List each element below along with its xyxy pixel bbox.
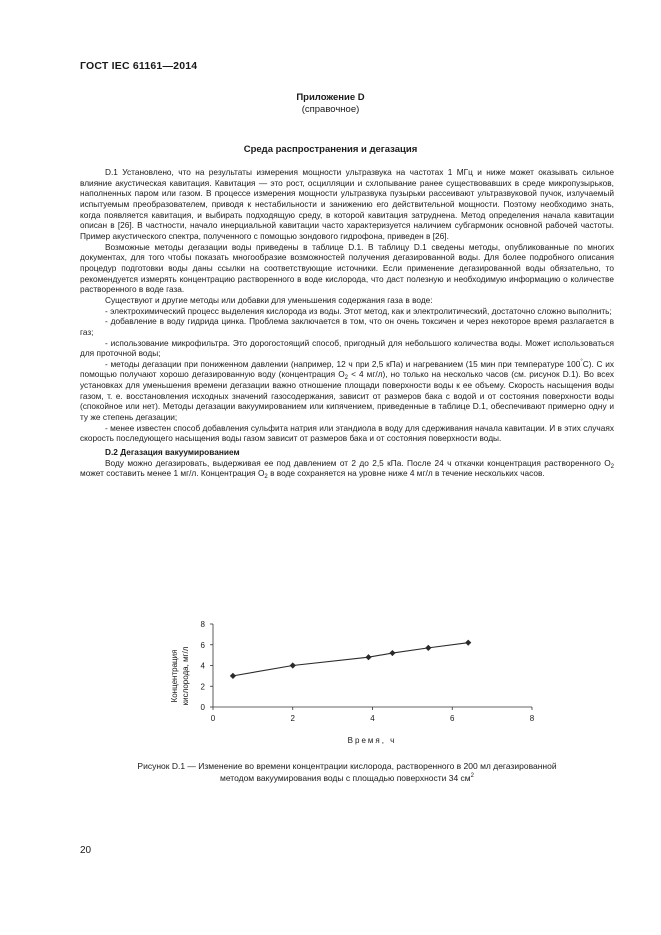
paragraph-methods: Возможные методы дегазации воды приведены в таблице D.1. В таблицу D.1 сведены методы, опубликованные по многих документах, для того чтобы показать многообразие возможностей получения дегазированной воды. Для более подробного описания процедур подготовки воды даны ссылки на соответствующие источники. Если применение дегазированной воды обязательно, то рекомендуется измерять концентрацию растворенного в воде кислорода, что даст полезную и необходимую информацию о количестве растворенного в воде газа. [80, 241, 614, 295]
annex-subtitle: (справочное) [301, 104, 360, 115]
data-point [389, 650, 395, 656]
body-text [80, 167, 614, 479]
data-point [425, 645, 431, 651]
chart-axes [210, 624, 532, 710]
y-axis-label-line1: Концентрация [170, 649, 179, 703]
squared-mark: 2 [470, 773, 474, 779]
bullet-electrochemical: - электрохимический процесс выделения кислорода из воды. Этот метод, как и электролитический, достаточно сложно выполнить; [105, 305, 612, 316]
chart-series [230, 640, 471, 679]
bullet-reduced-pressure-part2: С). С их помощью получают хорошо дегазированную воду (концентрация O [80, 358, 614, 380]
y-tick-label: 6 [200, 640, 205, 650]
chart-tick-labels [201, 620, 535, 723]
o2-subscript: 2 [610, 463, 614, 470]
y-tick-label: 2 [200, 682, 205, 692]
bullet-zinc-hydride: - добавление в воду гидрида цинка. Проблема заключается в том, что он очень токсичен и через некоторое время разлагается в газ; [80, 316, 614, 337]
figure-caption-line2 [80, 772, 614, 784]
y-tick-label: 0 [200, 703, 205, 712]
y-axis-label-line2: кислорода, мг/л [181, 646, 190, 706]
o2-subscript: 2 [344, 375, 348, 382]
x-axis-label: Время, ч [347, 736, 397, 745]
y-tick-label: 4 [200, 661, 205, 671]
x-tick-label: 6 [450, 714, 455, 723]
paragraph-d2-part1: Воду можно дегазировать, выдерживая ее под давлением от 2 до 2,5 кПа. После 24 ч откачки концентрация растворенного O [105, 457, 611, 468]
figure-caption [80, 760, 614, 784]
subsection-d2-title: D.2 Дегазация вакуумированием [105, 447, 240, 458]
y-tick-label: 8 [200, 620, 205, 629]
bullet-reduced-pressure [80, 359, 614, 423]
series-line [233, 643, 468, 676]
bullet-reduced-pressure-part1: - методы дегазации при пониженном давлении (например, 12 ч при 2,5 кПа) и нагреванием (15 мин при температуре 100 [105, 358, 581, 369]
oxygen-concentration-chart [170, 612, 550, 752]
x-tick-label: 8 [529, 714, 535, 723]
data-point [365, 654, 371, 660]
bullet-reduced-pressure-part3: < 4 мг/л), но только на несколько часов (см. рисунок D.1). Во всех установках для уменьшения времени дегазации важно отношение площади поверхности воды к ее объему. Скорость насыщения воды газом, т. е. восстановления исходных значений газосодержания, зависит от размеров бака с водой и от состояния поверхности воды (спокойное или нет). Методы дегазации вакуумированием или кипячением, приведенные в таблице D.1, обеспечивают примерно одну и ту же степень дегазации; [80, 369, 614, 423]
section-title: Среда распространения и дегазация [243, 144, 418, 155]
document-id: ГОСТ IEC 61161—2014 [80, 60, 198, 72]
paragraph-d2 [80, 458, 614, 479]
paragraph-d2-part2: может составить менее 1 мг/л. Концентрация O [80, 468, 265, 479]
paragraph-other-methods: Существуют и другие методы или добавки для уменьшения содержания газа в воде: [105, 294, 433, 305]
page-number: 20 [80, 845, 92, 856]
bullet-sodium-sulfite: - менее известен способ добавления сульфита натрия или этандиола в воду для сдерживания начала кавитации. И в этих случаях скорость последующего насыщения воды газом зависит от размеров бака и от состояния поверхности воды. [80, 422, 614, 444]
paragraph-d2-part3: в воде сохраняется на уровне ниже 4 мг/л в течение нескольких часов. [267, 468, 545, 479]
annex-title: Приложение D [296, 92, 365, 103]
o2-subscript: 2 [264, 474, 268, 481]
bullet-microfilter: - использование микрофильтра. Это дорогостоящий способ, пригодный для небольшого количества воды. Может использоваться для проточной воды; [80, 337, 614, 359]
data-point [290, 662, 296, 668]
x-tick-label: 0 [210, 714, 216, 723]
figure-caption-line1: Рисунок D.1 — Изменение во времени концентрации кислорода, растворенного в 200 мл дегазированной [137, 761, 557, 771]
x-tick-label: 2 [290, 714, 295, 723]
data-point [230, 673, 236, 679]
data-point [465, 640, 471, 646]
degree-mark: ° [580, 358, 583, 365]
paragraph-d1: D.1 Установлено, что на результаты измерения мощности ультразвука на частотах 1 МГц и ниже может оказывать сильное влияние акустическая кавитация. Кавитация — это рост, осцилляции и схлопывание ранее существовавших в среде микропузырьков, наполненных паром или газом. В процессе измерения мощности ультразвука пузырьки рассеивают ультразвуковой пучок, излучаемый испытуемым преобразователем, приводя к нестабильности и занижению его действительной мощности. Поэтому необходимо знать, когда появляется кавитация, и выбирать подходящую среду, в которой кавитация затруднена. Метод определения начала кавитации описан в [26]. В частности, начало инерциальной кавитации часто характеризуется наличием субгармоник основной рабочей частоты. Пример акустического спектра, полученного с помощью зондового гидрофона, приведен в [26]. [80, 167, 614, 241]
figure-caption-line2-text: методом вакуумирования воды с площадью поверхности 34 см [219, 773, 471, 783]
x-tick-label: 4 [370, 714, 375, 723]
